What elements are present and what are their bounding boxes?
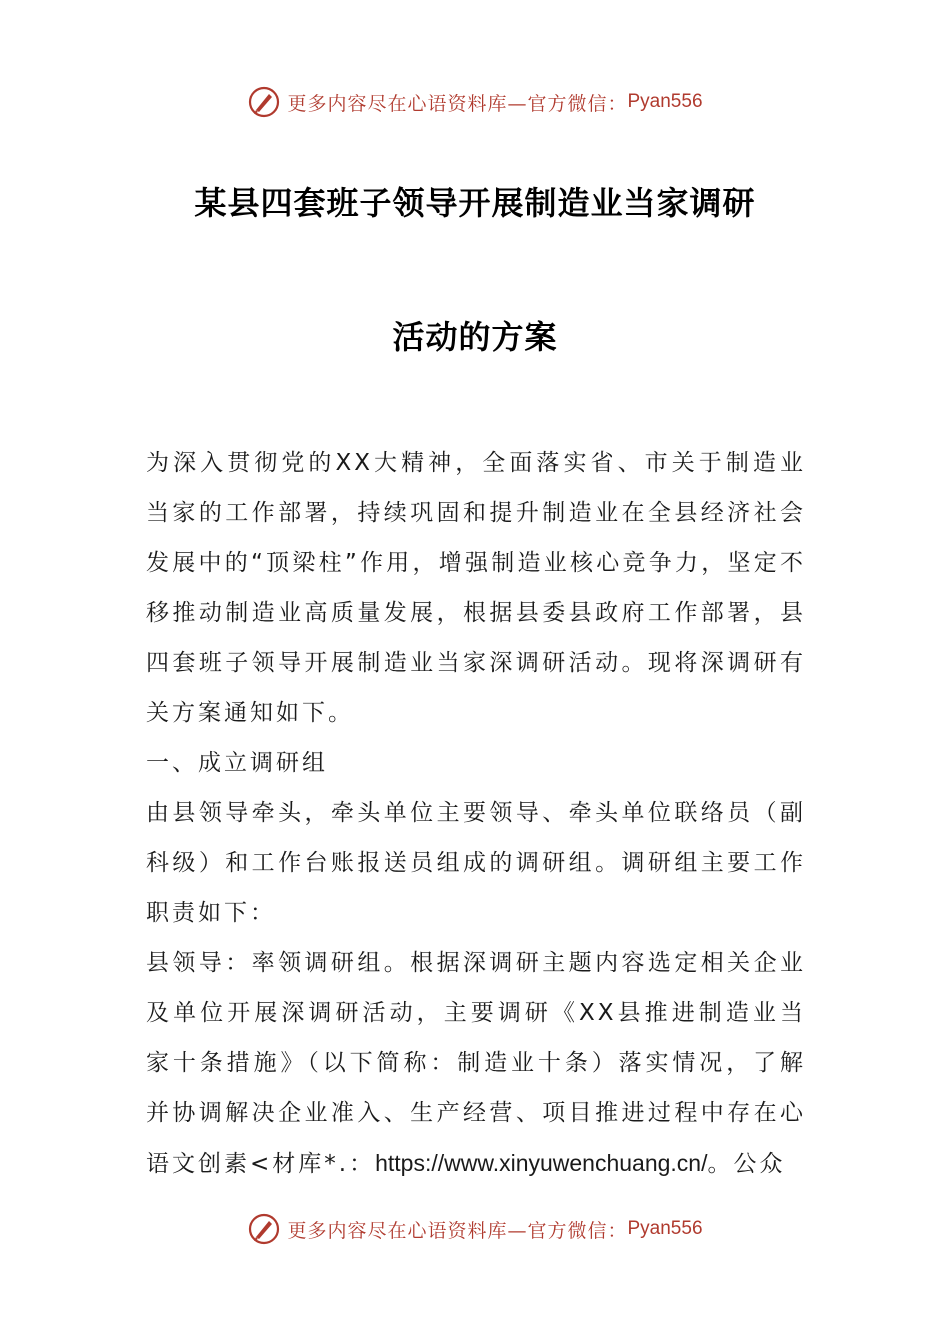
footer-watermark-banner — [0, 1207, 950, 1251]
document-body — [146, 438, 806, 1189]
intro-paragraph: 为深入贯彻党的XX大精神，全面落实省、市关于制造业当家的工作部署，持续巩固和提升制造业在全县经济社会发展中的“顶梁柱”作用，增强制造业核心竞争力，坚定不移推动制造业高质量发展，根据县委县政府工作部署，县四套班子领导开展制造业当家深调研活动。现将深调研有关方案通知如下。 — [146, 450, 806, 726]
document-title-line-2: 活动的方案 — [392, 318, 558, 356]
leader-duty-paragraph — [146, 938, 806, 1189]
header-watermark-banner — [0, 80, 950, 124]
banner-text: 更多内容尽在心语资料库—官方微信： — [287, 92, 628, 115]
pen-logo-icon — [247, 1212, 281, 1246]
section-1-paragraph: 由县领导牵头，牵头单位主要领导、牵头单位联络员（副科级）和工作台账报送员组成的调研组。调研组主要工作职责如下： — [146, 800, 806, 926]
banner-text: 更多内容尽在心语资料库—官方微信： — [287, 1219, 628, 1242]
document-title-line-1: 某县四套班子领导开展制造业当家调研 — [194, 184, 756, 222]
pen-logo-icon — [247, 85, 281, 119]
source-url-link[interactable]: https://www.xinyuwenchuang.cn/ — [375, 1150, 708, 1176]
banner-wechat-id: Pyan556 — [627, 1218, 703, 1239]
banner-wechat-id: Pyan556 — [627, 91, 703, 112]
leader-duty-text: 县领导：率领调研组。根据深调研主题内容选定相关企业及单位开展深调研活动，主要调研《XX县推进制造业当家十条措施》（以下简称：制造业十条）落实情况，了解并协调解决企业准入、生产经营、项目推进过程中存在心语文创素<材库*.： — [146, 950, 806, 1177]
section-1-heading: 一、成立调研组 — [146, 750, 328, 776]
leader-duty-tail: 。公众 — [707, 1151, 786, 1177]
